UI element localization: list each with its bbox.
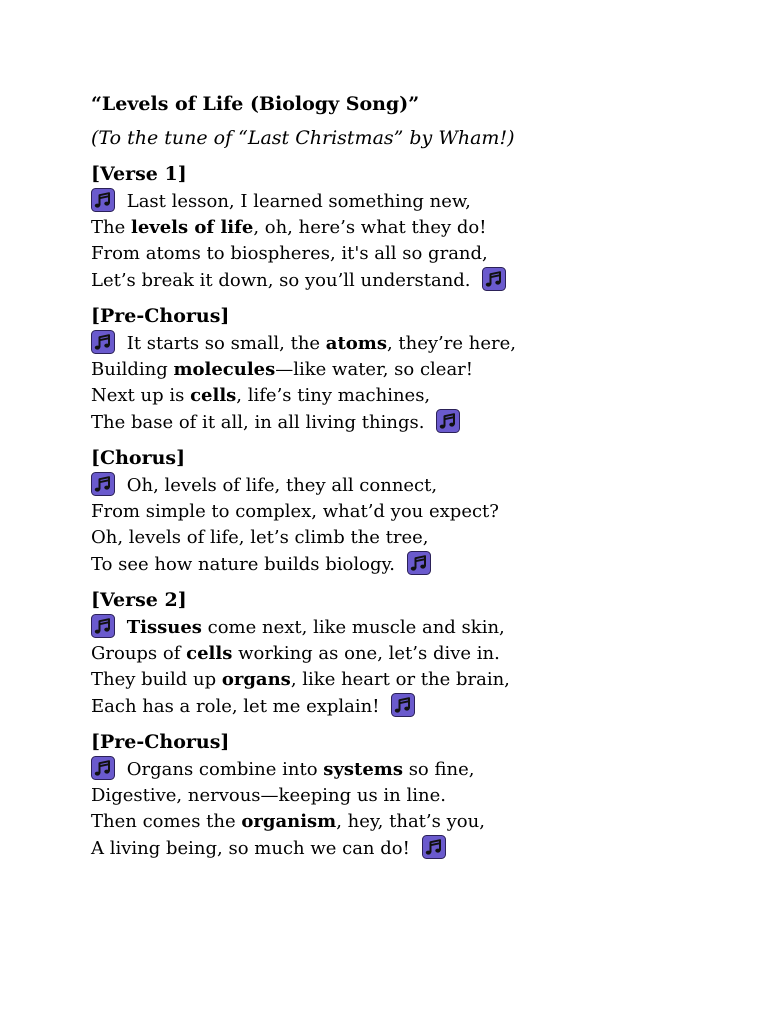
lyric-line <box>91 188 731 215</box>
lyric-text: The <box>91 217 131 238</box>
song-section <box>91 586 731 720</box>
song-section <box>91 444 731 578</box>
lyric-text: Then comes the <box>91 811 242 832</box>
lyric-line <box>91 409 731 436</box>
section-heading: [Verse 1] <box>91 163 187 185</box>
musical-notes-icon <box>91 614 115 638</box>
lyric-keyword: cells <box>190 385 237 406</box>
lyric-line <box>91 551 731 578</box>
lyric-text: —like water, so clear! <box>275 359 474 380</box>
song-section <box>91 728 731 862</box>
musical-notes-icon <box>422 835 446 859</box>
musical-notes-icon <box>391 693 415 717</box>
lyric-line <box>91 499 731 525</box>
lyric-line <box>91 267 731 294</box>
lyric-text: Each has a role, let me explain! <box>91 696 380 717</box>
lyric-keyword: atoms <box>325 333 387 354</box>
song-subtitle: (To the tune of “Last Christmas” by Wham!) <box>91 127 515 149</box>
lyric-line <box>91 641 731 667</box>
musical-notes-icon <box>482 267 506 291</box>
lyric-text: , hey, that’s you, <box>336 811 485 832</box>
lyric-line <box>91 525 731 551</box>
lyric-keyword: Tissues <box>126 617 202 638</box>
lyric-text: Organs combine into <box>126 759 324 780</box>
lyric-line <box>91 756 731 783</box>
lyric-line <box>91 614 731 641</box>
musical-notes-icon <box>91 330 115 354</box>
musical-notes-icon <box>436 409 460 433</box>
musical-notes-icon <box>91 472 115 496</box>
song-section <box>91 160 731 294</box>
lyric-line <box>91 357 731 383</box>
musical-notes-icon <box>407 551 431 575</box>
lyric-text: It starts so small, the <box>126 333 326 354</box>
lyric-text: working as one, let’s dive in. <box>232 643 500 664</box>
lyric-text: Last lesson, I learned something new, <box>126 191 471 212</box>
lyric-text: so fine, <box>402 759 475 780</box>
lyric-line <box>91 383 731 409</box>
lyric-line <box>91 783 731 809</box>
lyric-text: come next, like muscle and skin, <box>201 617 505 638</box>
song-section <box>91 302 731 436</box>
lyric-text: , they’re here, <box>386 333 516 354</box>
song-content <box>91 90 731 862</box>
section-heading: [Verse 2] <box>91 589 187 611</box>
lyric-keyword: organism <box>241 811 337 832</box>
musical-notes-icon <box>91 188 115 212</box>
lyric-line <box>91 835 731 862</box>
lyric-line <box>91 667 731 693</box>
musical-notes-icon <box>91 756 115 780</box>
section-heading: [Pre-Chorus] <box>91 731 230 753</box>
song-sections <box>91 160 731 862</box>
lyric-text: Next up is <box>91 385 191 406</box>
lyric-text: From simple to complex, what’d you expect? <box>91 501 499 522</box>
section-heading: [Pre-Chorus] <box>91 305 230 327</box>
lyric-keyword: molecules <box>173 359 276 380</box>
lyric-text: A living being, so much we can do! <box>91 838 410 859</box>
lyric-text: They build up <box>91 669 222 690</box>
lyric-text: To see how nature builds biology. <box>91 554 395 575</box>
lyric-text: Building <box>91 359 174 380</box>
lyric-keyword: levels of life <box>130 217 254 238</box>
lyric-line <box>91 809 731 835</box>
lyric-line <box>91 215 731 241</box>
lyric-line <box>91 693 731 720</box>
lyric-line <box>91 472 731 499</box>
lyric-text: Oh, levels of life, they all connect, <box>126 475 438 496</box>
section-heading: [Chorus] <box>91 447 186 469</box>
lyric-text: Digestive, nervous—keeping us in line. <box>91 785 446 806</box>
lyric-keyword: organs <box>221 669 291 690</box>
lyric-text: Oh, levels of life, let’s climb the tree, <box>91 527 429 548</box>
lyric-keyword: cells <box>186 643 233 664</box>
lyric-text: Groups of <box>91 643 187 664</box>
lyric-text: , life’s tiny machines, <box>236 385 431 406</box>
lyric-keyword: systems <box>323 759 403 780</box>
lyric-text: , oh, here’s what they do! <box>253 217 487 238</box>
lyric-text: From atoms to biospheres, it's all so grand, <box>91 243 488 264</box>
lyric-line <box>91 241 731 267</box>
lyric-text: , like heart or the brain, <box>290 669 510 690</box>
lyric-text: Let’s break it down, so you’ll understand. <box>91 270 471 291</box>
lyric-text: The base of it all, in all living things. <box>91 412 425 433</box>
lyric-line <box>91 330 731 357</box>
song-title: “Levels of Life (Biology Song)” <box>91 93 420 115</box>
